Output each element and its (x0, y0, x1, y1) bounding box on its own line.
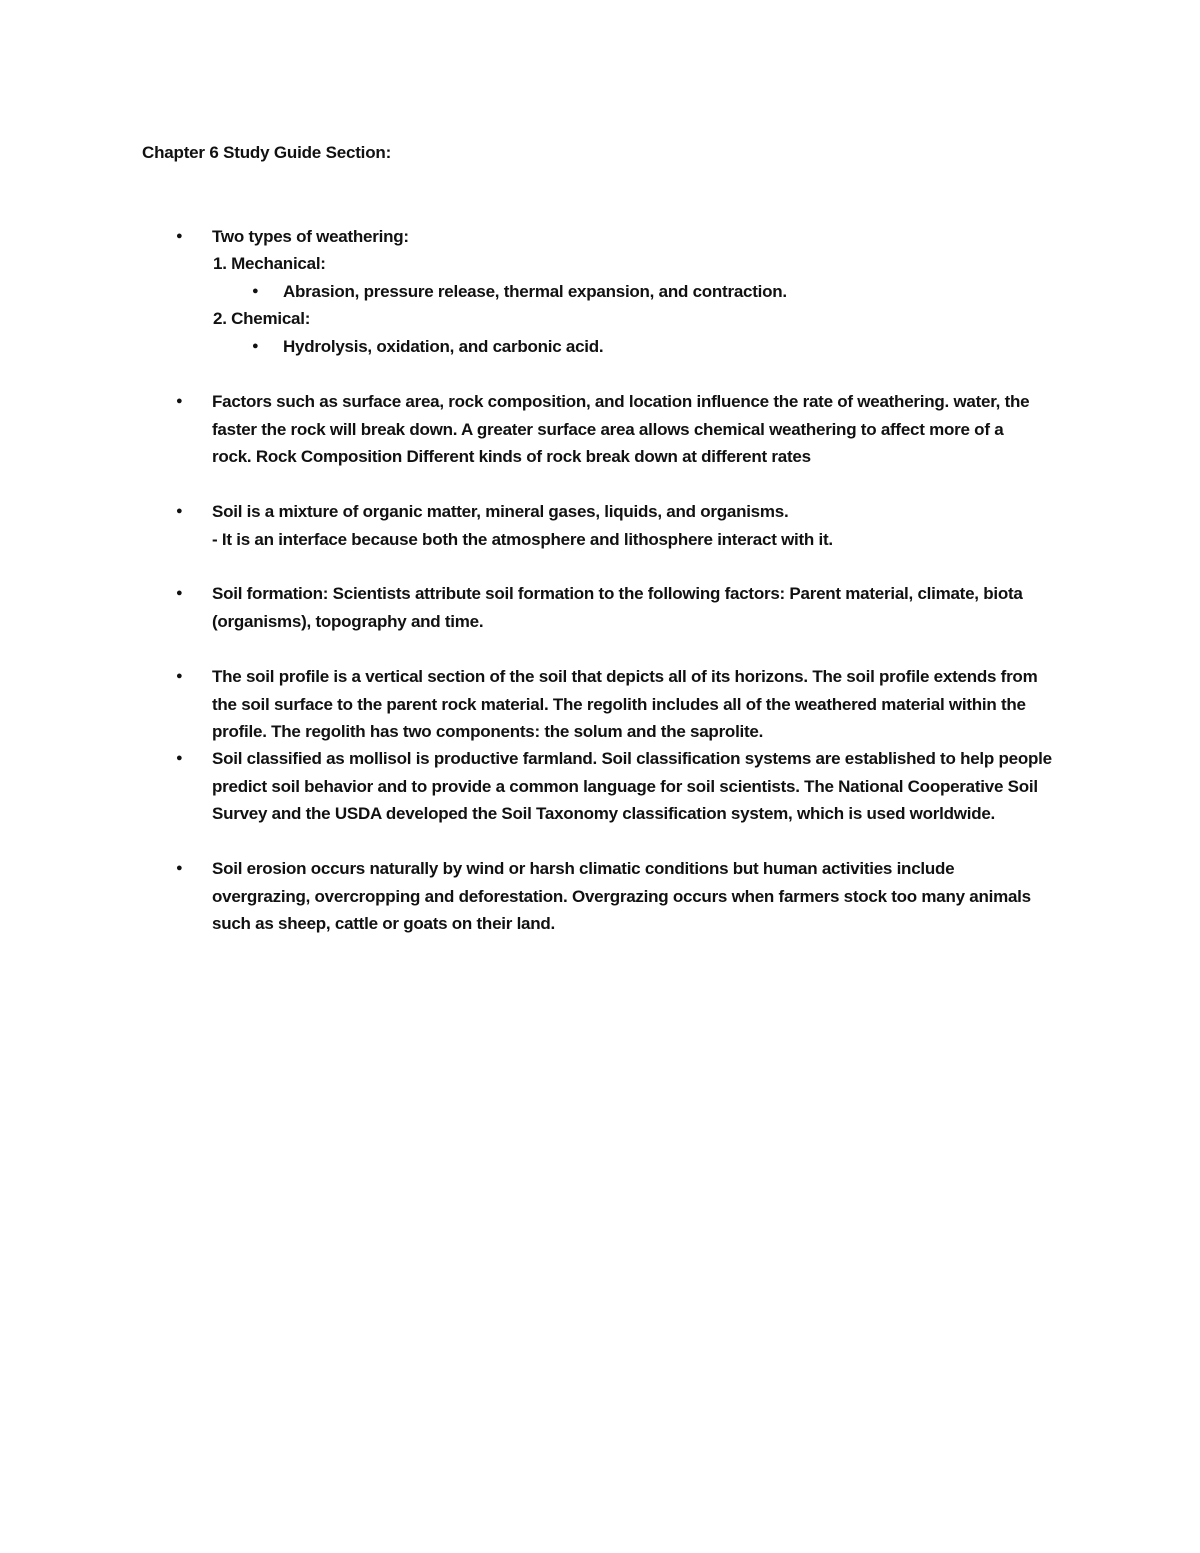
soil-erosion-line: Soil erosion occurs naturally by wind or harsh climatic conditions but human activities include (212, 859, 955, 878)
soil-formation-line: (organisms), topography and time. (212, 611, 484, 631)
bullet-icon: ● (176, 587, 183, 599)
soil-formation-line: Soil formation: Scientists attribute soil formation to the following factors: Parent material, climate, biota (212, 584, 1023, 603)
bullet-icon: ● (176, 505, 183, 517)
factors-line: faster the rock will break down. A greater surface area allows chemical weathering to affect more of a (212, 419, 1004, 439)
chemical-label: 2. Chemical: (213, 309, 311, 328)
soil-erosion-line: such as sheep, cattle or goats on their land. (212, 914, 556, 933)
bullet-icon: ● (176, 395, 183, 407)
soil-classification-line: predict soil behavior and to provide a common language for soil scientists. The National Cooperative Soil (212, 776, 1038, 796)
bullet-icon: ● (176, 862, 183, 874)
soil-classification-line: Soil classified as mollisol is productive farmland. Soil classification systems are established to help people (212, 749, 1052, 768)
bullet-icon: ● (176, 752, 183, 764)
chemical-detail: Hydrolysis, oxidation, and carbonic acid. (283, 337, 604, 356)
page-title: Chapter 6 Study Guide Section: (142, 143, 392, 162)
factors-line: rock. Rock Composition Different kinds of rock break down at different rates (212, 447, 811, 466)
bullet-icon: ● (176, 230, 183, 242)
soil-profile-line: profile. The regolith has two components: the solum and the saprolite. (212, 722, 764, 741)
mechanical-detail: Abrasion, pressure release, thermal expansion, and contraction. (283, 282, 787, 301)
soil-erosion-line: overgrazing, overcropping and deforestation. Overgrazing occurs when farmers stock too many animals (212, 886, 1031, 906)
soil-classification-line: Survey and the USDA developed the Soil Taxonomy classification system, which is used worldwide. (212, 804, 996, 823)
soil-mixture-line: - It is an interface because both the atmosphere and lithosphere interact with it. (212, 529, 833, 549)
factors-line: Factors such as surface area, rock composition, and location influence the rate of weathering. water, the (212, 392, 1030, 411)
sub-bullet-icon: ● (252, 340, 259, 352)
soil-profile-line: The soil profile is a vertical section of the soil that depicts all of its horizons. The soil profile extends from (212, 667, 1038, 686)
sub-bullet-icon: ● (252, 285, 259, 297)
bullet-icon: ● (176, 670, 183, 682)
weathering-heading: Two types of weathering: (212, 227, 409, 246)
soil-profile-line: the soil surface to the parent rock material. The regolith includes all of the weathered material within the (212, 694, 1026, 714)
soil-mixture-line: Soil is a mixture of organic matter, mineral gases, liquids, and organisms. (212, 502, 789, 521)
mechanical-label: 1. Mechanical: (213, 254, 326, 273)
